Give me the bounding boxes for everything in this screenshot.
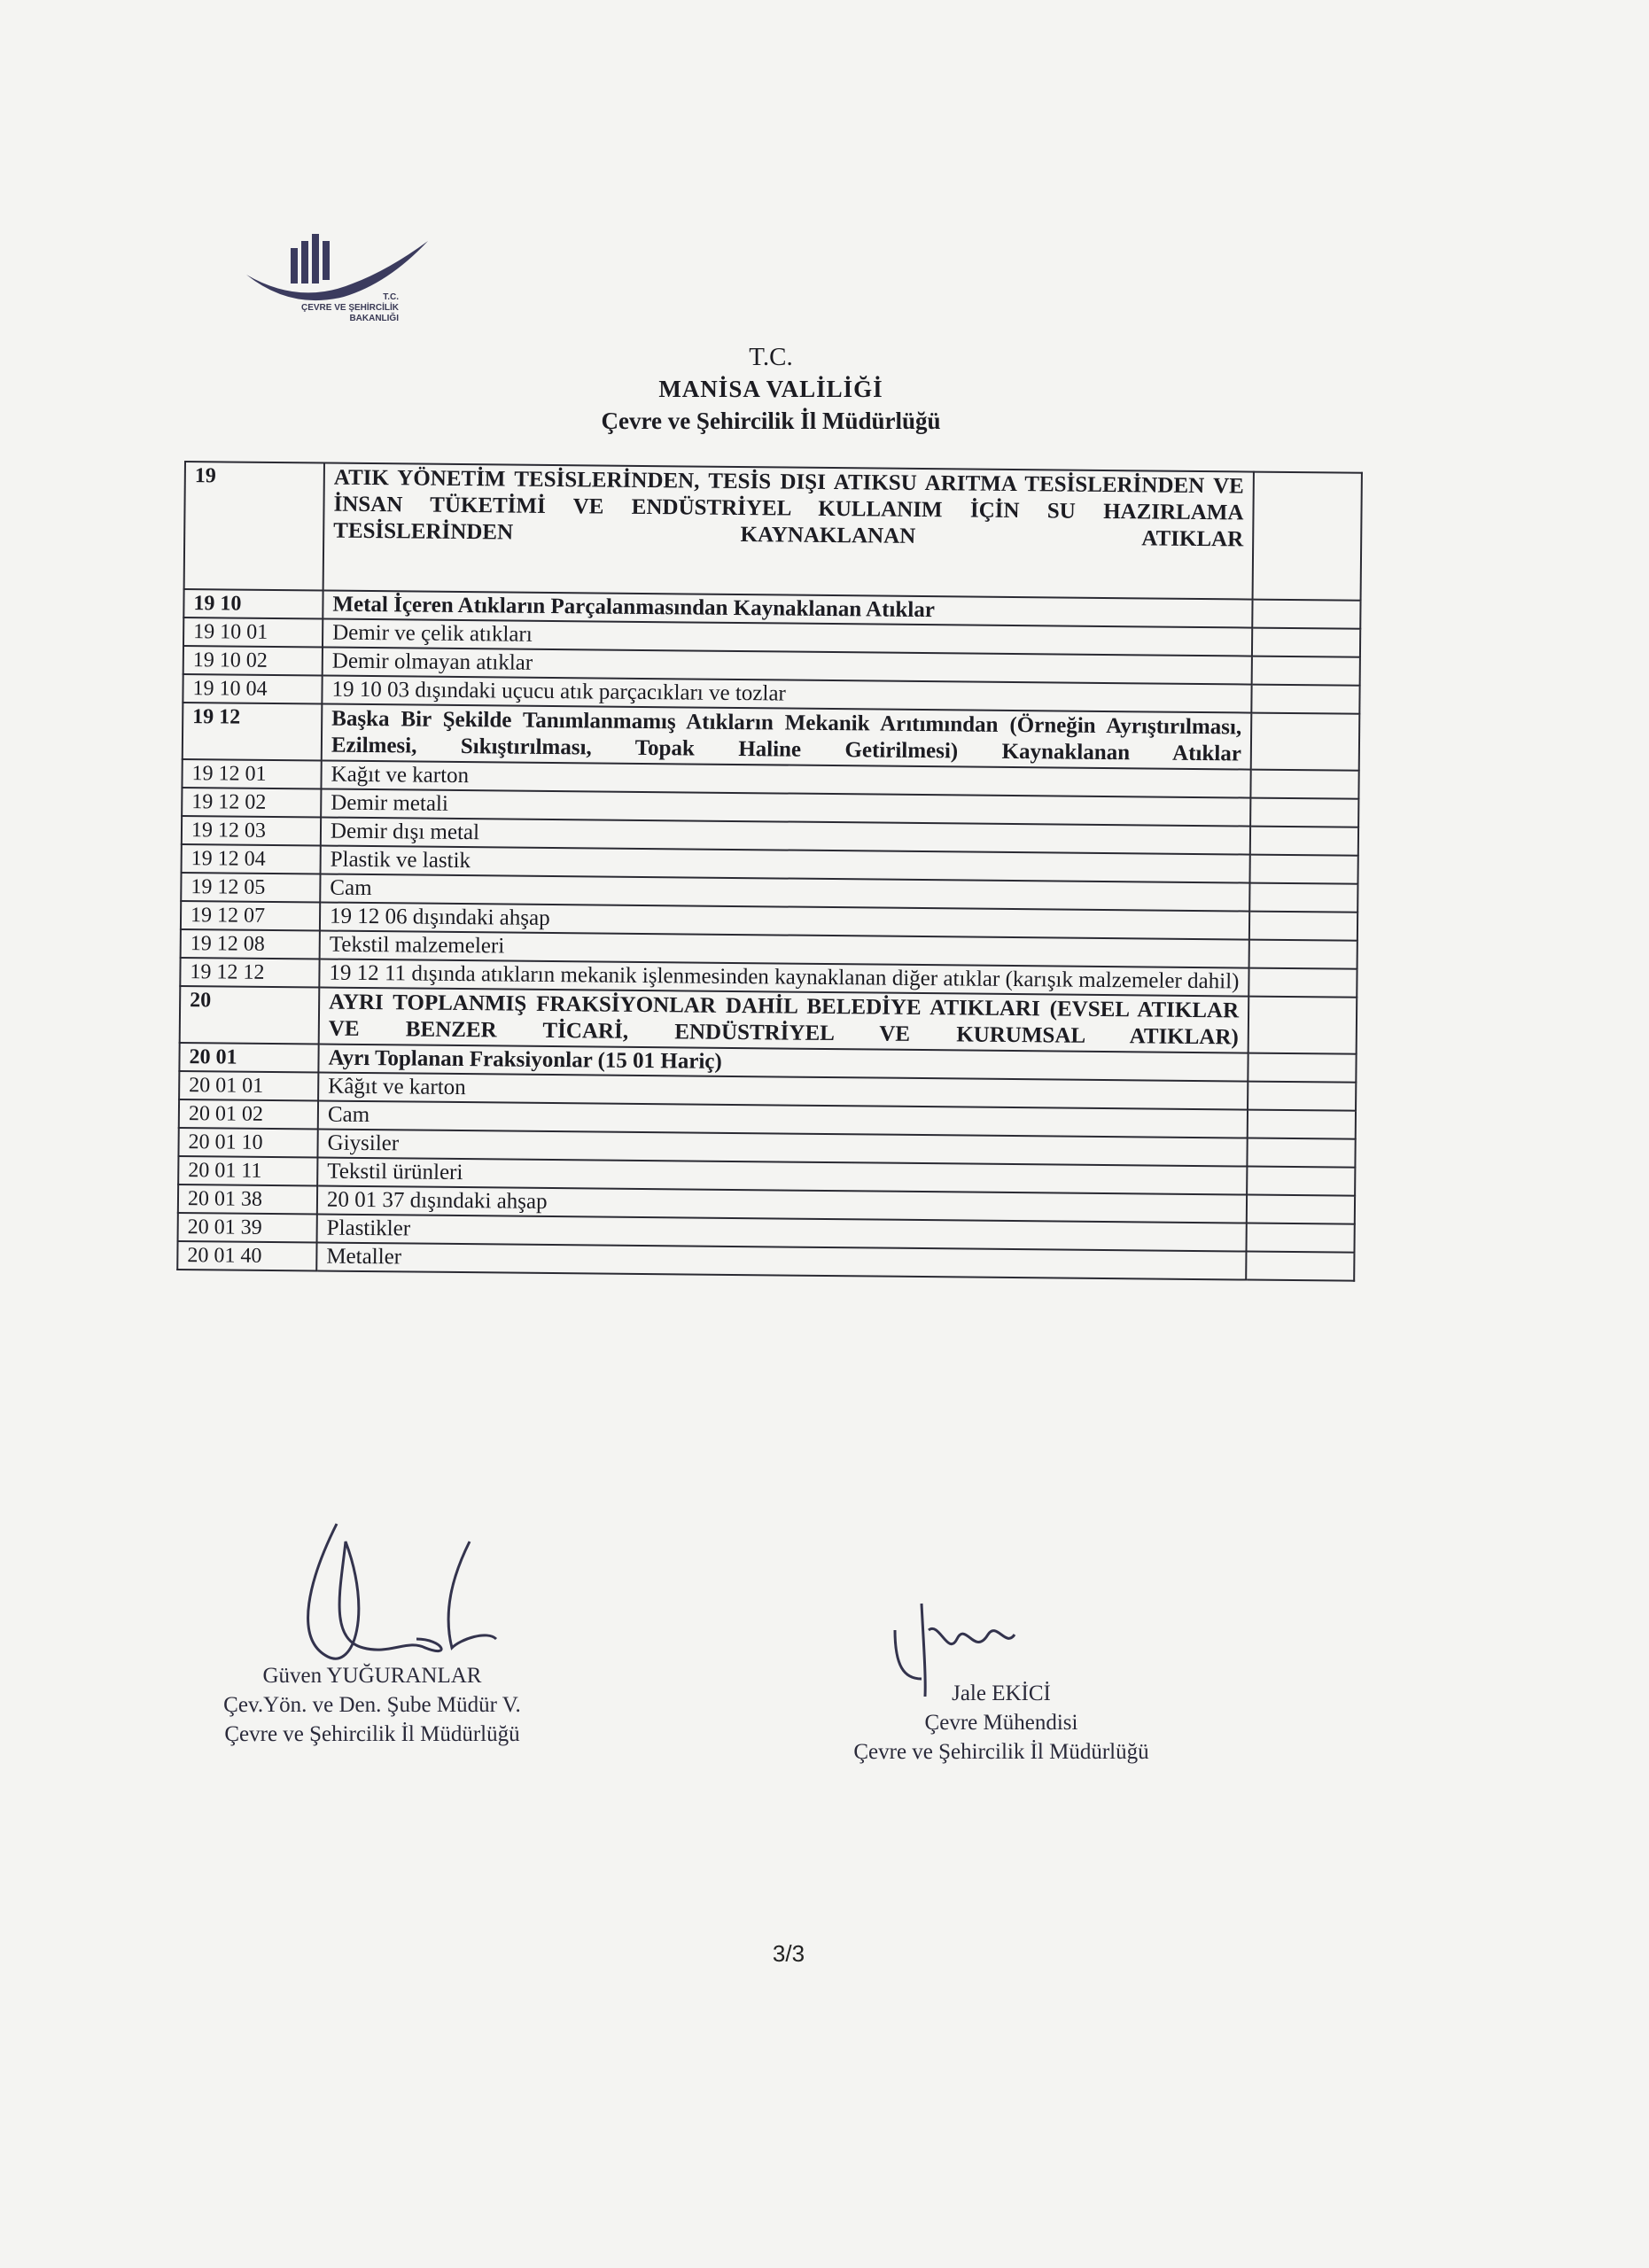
row-status-cell <box>1252 600 1360 629</box>
row-status-cell <box>1248 968 1357 998</box>
row-code: 20 01 01 <box>179 1071 318 1101</box>
row-code: 19 12 02 <box>182 788 321 818</box>
row-code: 20 01 10 <box>178 1128 317 1158</box>
row-description: Başka Bir Şekilde Tanımlanmamış Atıkların Mekanik Arıtımından (Örneğin Ayrıştırılması, Ezilmesi, Sıkıştırılması, Topak Haline Getirilmesi) Kaynaklanan Atıklar <box>322 704 1252 770</box>
table-row <box>184 462 1362 601</box>
row-code: 19 12 04 <box>182 844 321 874</box>
row-code: 19 10 02 <box>183 646 323 676</box>
row-status-cell <box>1247 1138 1355 1168</box>
document-header <box>496 341 1046 437</box>
right-signer-title: Çevre Mühendisi <box>924 1711 1078 1735</box>
row-status-cell <box>1249 855 1357 884</box>
row-description: 20 01 37 dışındaki ahşap <box>317 1185 1247 1223</box>
logo-ministry-name-2: BAKANLIĞI <box>349 314 399 323</box>
page-number: 3/3 <box>772 1940 805 1967</box>
row-status-cell <box>1248 1053 1356 1083</box>
row-code: 19 12 01 <box>182 759 321 789</box>
row-status-cell <box>1249 940 1357 969</box>
row-status-cell <box>1249 883 1357 913</box>
row-code: 19 10 01 <box>183 617 323 648</box>
row-description: Demir ve çelik atıkları <box>323 619 1252 656</box>
right-signer-org: Çevre ve Şehircilik İl Müdürlüğü <box>853 1740 1149 1764</box>
row-status-cell <box>1250 770 1358 799</box>
row-status-cell <box>1251 713 1360 771</box>
logo-caption <box>222 292 399 324</box>
left-signature-icon <box>275 1506 505 1683</box>
row-code: 19 10 04 <box>183 674 322 704</box>
row-status-cell <box>1248 1082 1356 1111</box>
row-description: Kâğıt ve karton <box>318 1072 1248 1109</box>
row-code: 19 12 <box>183 703 323 761</box>
row-description: Ayrı Toplanan Fraksiyonlar (15 01 Hariç) <box>318 1044 1248 1081</box>
header-tc: T.C. <box>749 343 793 371</box>
left-signer-org: Çevre ve Şehircilik İl Müdürlüğü <box>224 1722 520 1746</box>
row-description: Demir dışı metal <box>321 817 1250 854</box>
right-signature-block <box>793 1679 1210 1767</box>
logo-ministry-name: ÇEVRE VE ŞEHİRCİLİK <box>300 303 399 313</box>
row-status-cell <box>1250 827 1358 856</box>
row-description: Plastikler <box>317 1214 1247 1251</box>
row-code: 19 12 08 <box>181 929 320 959</box>
row-description: 19 12 06 dışındaki ahşap <box>320 902 1249 939</box>
row-status-cell <box>1249 912 1357 941</box>
row-status-cell <box>1246 1252 1354 1281</box>
row-description: AYRI TOPLANMIŞ FRAKSİYONLAR DAHİL BELEDİYE ATIKLARI (EVSEL ATIKLAR VE BENZER TİCARİ, ENDÜSTRİYEL VE KURUMSAL ATIKLAR) <box>319 987 1249 1052</box>
left-signer-name: Güven YUĞURANLAR <box>262 1664 482 1688</box>
row-code: 19 12 07 <box>181 901 320 931</box>
row-code: 19 12 12 <box>180 958 319 988</box>
row-status-cell <box>1247 1167 1355 1196</box>
row-code: 20 01 38 <box>178 1184 317 1215</box>
row-code: 19 <box>184 462 324 591</box>
left-signer-title: Çev.Yön. ve Den. Şube Müdür V. <box>223 1693 521 1717</box>
row-code: 20 01 40 <box>177 1241 316 1271</box>
row-description: Metal İçeren Atıkların Parçalanmasından Kaynaklanan Atıklar <box>323 591 1252 628</box>
row-code: 19 12 03 <box>182 816 321 846</box>
row-code: 19 12 05 <box>181 873 320 903</box>
row-status-cell <box>1250 798 1358 827</box>
row-status-cell <box>1251 685 1359 714</box>
row-description: 19 10 03 dışındaki uçucu atık parçacıkları ve tozlar <box>322 676 1251 713</box>
row-description: Tekstil malzemeleri <box>320 930 1249 967</box>
row-status-cell <box>1252 628 1360 657</box>
logo-tc: T.C. <box>383 292 399 302</box>
row-description: Cam <box>318 1100 1248 1138</box>
row-code: 19 10 <box>183 589 323 619</box>
row-description: Kağıt ve karton <box>321 761 1250 798</box>
header-governorship: MANİSA VALİLİĞİ <box>658 376 883 402</box>
row-description: Tekstil ürünleri <box>317 1157 1247 1194</box>
row-code: 20 01 02 <box>179 1099 318 1130</box>
row-status-cell <box>1246 1223 1354 1253</box>
row-status-cell <box>1252 656 1360 686</box>
row-status-cell <box>1247 1195 1355 1224</box>
row-description: ATIK YÖNETİM TESİSLERİNDEN, TESİS DIŞI ATIKSU ARITMA TESİSLERİNDEN VE İNSAN TÜKETİMİ VE ENDÜSTRİYEL KULLANIM İÇİN SU HAZIRLAMA TESİSLERİNDEN KAYNAKLANAN ATIKLAR <box>323 463 1254 600</box>
header-directorate: Çevre ve Şehircilik İl Müdürlüğü <box>601 408 941 434</box>
row-description: Giysiler <box>317 1129 1247 1166</box>
right-signer-name: Jale EKİCİ <box>952 1682 1051 1705</box>
row-status-cell <box>1248 997 1357 1054</box>
row-description: Cam <box>320 874 1249 911</box>
left-signature-block <box>186 1661 558 1749</box>
row-description: 19 12 11 dışında atıkların mekanik işlenmesinden kaynaklanan diğer atıklar (karışık malzemeler dahil) <box>319 959 1248 996</box>
row-description: Demir metali <box>321 788 1250 826</box>
row-description: Demir olmayan atıklar <box>323 648 1252 685</box>
row-description: Metaller <box>316 1242 1246 1279</box>
row-code: 20 01 11 <box>178 1156 317 1186</box>
row-status-cell <box>1253 472 1362 601</box>
row-status-cell <box>1248 1110 1356 1139</box>
row-code: 20 01 <box>179 1043 318 1073</box>
row-description: Plastik ve lastik <box>321 845 1250 882</box>
row-code: 20 <box>180 986 320 1045</box>
row-code: 20 01 39 <box>178 1213 317 1243</box>
waste-code-table <box>176 461 1363 1282</box>
